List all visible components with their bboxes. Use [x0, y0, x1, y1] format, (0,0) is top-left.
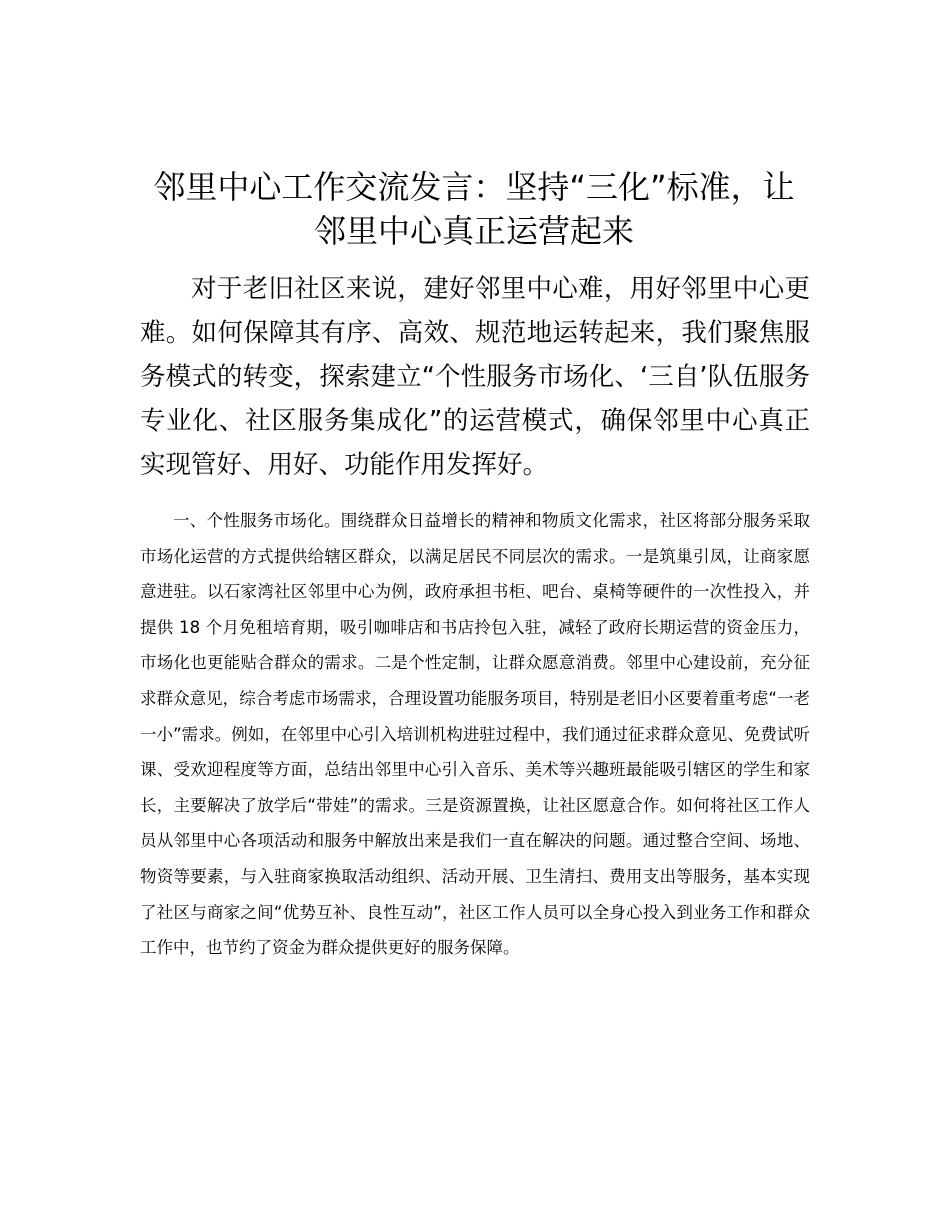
document-title: 邻里中心工作交流发言：坚持“三化”标准，让邻里中心真正运营起来 — [153, 168, 795, 250]
lead-paragraph: 对于老旧社区来说，建好邻里中心难，用好邻里中心更难。如何保障其有序、高效、规范地运转起来，我们聚焦服务模式的转变，探索建立“个性服务市场化、‘三自’队伍服务专业化、社区服务集成化”的运营模式，确保邻里中心真正实现管好、用好、功能作用发挥好。 — [140, 274, 810, 480]
section-one-paragraph: 一、个性服务市场化。围绕群众日益增长的精神和物质文化需求，社区将部分服务采取市场化运营的方式提供给辖区群众，以满足居民不同层次的需求。一是筑巢引凤，让商家愿意进驻。以石家湾社区邻里中心为例，政府承担书柜、吧台、桌椅等硬件的一次性投入，并提供 18 个月免租培育期，吸引咖啡店和书店拎包入驻，减轻了政府长期运营的资金压力，市场化也更能贴合群众的需求。二是个性定制，让群众愿意消费。邻里中心建设前，充分征求群众意见，综合考虑市场需求，合理设置功能服务项目，特别是老旧小区要着重考虑“一老一小”需求。例如，在邻里中心引入培训机构进驻过程中，我们通过征求群众意见、免费试听课、受欢迎程度等方面，总结出邻里中心引入音乐、美术等兴趣班最能吸引辖区的学生和家长，主要解决了放学后“带娃”的需求。三是资源置换，让社区愿意合作。如何将社区工作人员从邻里中心各项活动和服务中解放出来是我们一直在解决的问题。通过整合空间、场地、物资等要素，与入驻商家换取活动组织、活动开展、卫生清扫、费用支出等服务，基本实现了社区与商家之间“优势互补、良性互动”，社区工作人员可以全身心投入到业务工作和群众工作中，也节约了资金为群众提供更好的服务保障。 — [140, 511, 810, 958]
